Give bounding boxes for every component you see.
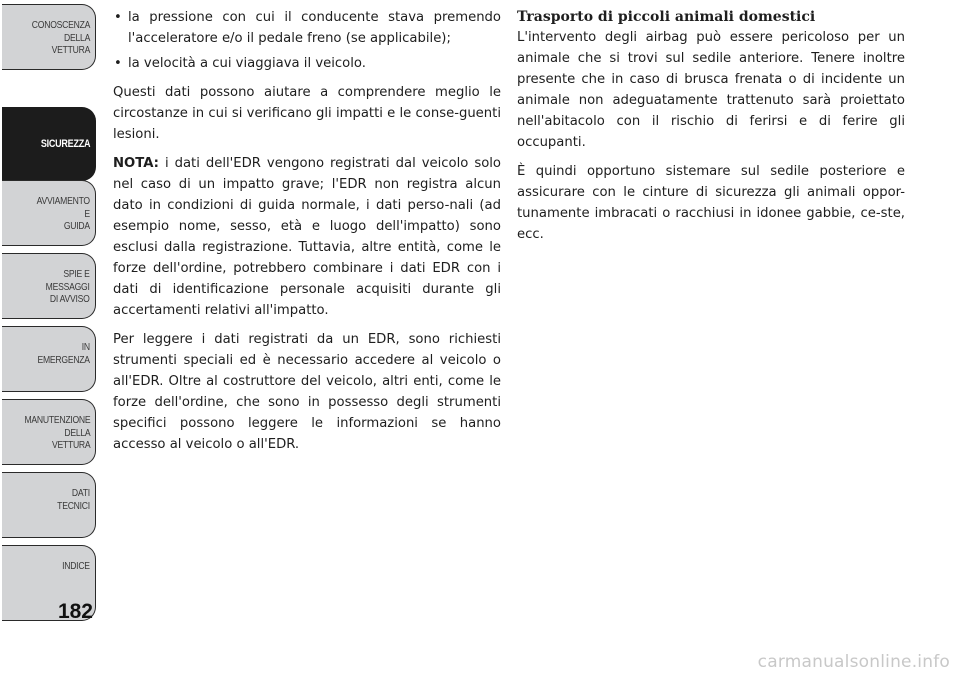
paragraph: Per leggere i dati registrati da un EDR, sono richiesti strumenti speciali ed è necessario accedere al veicolo o all'EDR. Oltre al costruttore del veicolo, altri enti, come le forze dell'ordine, che sono in possesso degli strumenti specifici possono leggere le informazioni se hanno accesso al veicolo o all'EDR. [113, 332, 501, 452]
note-label: NOTA: [113, 156, 159, 171]
paragraph: L'intervento degli airbag può essere pericoloso per un animale che si trovi sul sedile anteriore. Tenere inoltre presente che in caso di brusca frenata o di incidente un animale non adeguatamente trattenuto sarà proiettato nell'abitacolo con il rischio di ferirsi e di ferire gli occupanti. [517, 30, 905, 150]
watermark: carmanualsonline.info [757, 652, 950, 672]
tab-label: SICUREZZA [40, 137, 90, 150]
tab-dati-tecnici[interactable] [2, 472, 96, 538]
list-item: • la pressione con cui il conducente stava premendo l'acceleratore e/o il pedale freno (se applicabile); [113, 7, 501, 49]
note-text: i dati dell'EDR vengono registrati dal veicolo solo nel caso di un impatto grave; l'EDR non registra alcun dato in condizioni di guida normale, i dati perso-nali (ad esempio nome, sesso, età e luogo dell'impatto) sono esclusi dalla registrazione. Tuttavia, altre entità, come le forze dell'ordine, potrebbero combinare i dati EDR con i dati di identificazione personale acquisiti durante gli accertamenti relativi all'impatto. [113, 156, 501, 318]
note-paragraph [113, 153, 501, 321]
tab-label: AVVIAMENTO E GUIDA [36, 195, 90, 232]
tab-label: SPIE E MESSAGGI DI AVVISO [46, 268, 90, 305]
tab-label: DATI TECNICI [57, 487, 90, 512]
tab-label: INDICE [62, 560, 90, 572]
chapter-tabs [0, 0, 98, 640]
page-number: 182 [57, 600, 93, 623]
tab-sicurezza[interactable] [2, 107, 96, 181]
paragraph: È quindi opportuno sistemare sul sedile posteriore e assicurare con le cinture di sicurezza gli animali oppor-tunamente imbracati o racchiusi in idonee gabbie, ce-ste, ecc. [517, 164, 905, 242]
list-item: • la velocità a cui viaggiava il veicolo. [113, 53, 501, 74]
tab-manutenzione-della-vettura[interactable] [2, 399, 96, 465]
tab-label: IN EMERGENZA [37, 341, 90, 366]
tab-conoscenza-della-vettura[interactable] [2, 4, 96, 70]
bullet-list [113, 7, 501, 74]
tab-avviamento-e-guida[interactable] [2, 180, 96, 246]
tab-spie-e-messaggi-di-avviso[interactable] [2, 253, 96, 319]
section-heading: Trasporto di piccoli animali domestici [517, 9, 816, 25]
left-column [113, 7, 501, 463]
tab-label: CONOSCENZA DELLA VETTURA [31, 19, 90, 56]
tab-label: MANUTENZIONE DELLA VETTURA [24, 414, 90, 451]
paragraph: Questi dati possono aiutare a comprendere meglio le circostanze in cui si verificano gli impatti e le conse-guenti lesioni. [113, 85, 501, 142]
right-column [517, 7, 905, 253]
tab-in-emergenza[interactable] [2, 326, 96, 392]
